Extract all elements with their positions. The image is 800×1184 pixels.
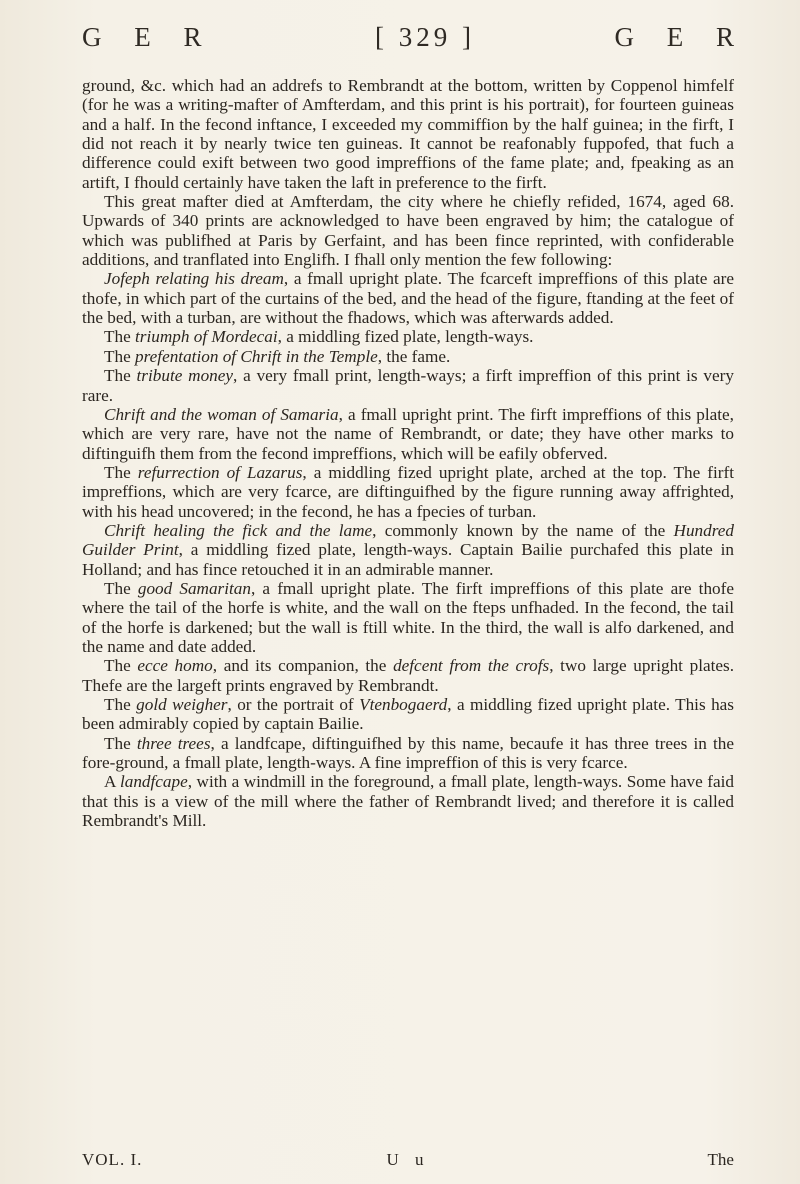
paragraph-text: , a middling fized upright plate. This has been admirably copied by captain Bailie. bbox=[82, 695, 734, 734]
paragraph-text: This great mafter died at Amfterdam, the city where he chiefly refided, 1674, aged 68. Upwards of 340 prints are acknowledged to have been engraved by him; the catalogue of which was publifhed at Paris by Gerfaint, and has been fince reprinted, with confiderable additions, and tranflated into Englifh. I fhall only mention the few following: bbox=[82, 192, 734, 270]
signature-mark: U u bbox=[386, 1150, 430, 1169]
running-head-right: G E R bbox=[614, 21, 747, 52]
print-title: three trees bbox=[136, 733, 211, 753]
paragraph bbox=[82, 734, 734, 773]
paragraph-text: , a fmall upright print. The firft impreffions of this plate, which are very rare, have not the name of Rembrandt, or date; they have other marks to diftinguifh them from the fecond impreffions, which will be eafily obferved. bbox=[82, 404, 734, 463]
paragraph-text: , or the portrait of bbox=[227, 695, 360, 714]
page-number: [ 329 ] bbox=[375, 21, 475, 52]
paragraph-text: , a middling fized plate, length-ways. Captain Bailie purchafed this plate in Holland; and has fince retouched it in an admirable manner. bbox=[82, 540, 734, 579]
paragraph bbox=[82, 366, 734, 405]
paragraph-text: , a landfcape, diftinguifhed by this name, becaufe it has three trees in the fore-ground, a fmall plate, length-ways. A fine impreffion of this is very fcarce. bbox=[82, 733, 734, 773]
paragraph bbox=[82, 695, 734, 734]
volume-mark: VOL. I. bbox=[82, 1150, 143, 1169]
paragraph-text: , a fmall upright plate. The firft impreffions of this plate are thofe where the tail of the horfe is white, and the wall on the fteps unfhaded. In the fecond, the tail of the horfe is darkened; but the wall is ftill white. In the third, the wall is alfo darkened, and the name and date added. bbox=[82, 578, 734, 656]
paragraph-text: , and its companion, the bbox=[212, 656, 394, 676]
paragraph-text: , commonly known by the name of the bbox=[372, 520, 674, 540]
paragraph bbox=[82, 192, 734, 269]
paragraph-text: ground, &c. which had an addrefs to Rembrandt at the bottom, written by Coppenol himfelf (for he was a writing-mafter of Amfterdam, and this print is his portrait), for fourteen guineas and a half. In the fecond inftance, I exceeded my commiffion by the half guinea; in the firft, I did not reach it by nearly twice ten guineas. It cannot be reafonably fuppofed, that fuch a difference could exift between two good impreffions of the fame plate; and, fpeaking as an artift, I fhould certainly have taken the laft in preference to the firft. bbox=[82, 76, 734, 192]
print-title: prefentation of Chrift in the Temple bbox=[135, 346, 378, 366]
paragraph-text: , with a windmill in the foreground, a fmall plate, length-ways. Some have faid that this is a view of the mill where the father of Rembrandt lived; and therefore it is called Rembrandt's Mill. bbox=[82, 772, 735, 831]
paragraph-text: , a middling fized plate, length-ways. bbox=[277, 327, 534, 347]
paragraph bbox=[82, 405, 734, 463]
page-footer bbox=[82, 1150, 734, 1170]
paragraph bbox=[82, 463, 734, 521]
print-title: Jofeph relating his dream bbox=[104, 269, 284, 289]
paragraph-text: The bbox=[104, 327, 136, 347]
print-title: ecce homo bbox=[137, 656, 213, 676]
paragraph-text: The bbox=[104, 695, 137, 714]
paragraph bbox=[82, 656, 734, 695]
print-title: good Samaritan bbox=[137, 578, 251, 598]
print-title: Chrift healing the fick and the lame bbox=[104, 520, 373, 540]
print-title: gold weigher bbox=[136, 695, 228, 714]
print-title: Chrift and the woman of Samaria bbox=[104, 404, 339, 424]
print-title: landfcape bbox=[119, 772, 188, 792]
paragraph bbox=[82, 327, 734, 346]
paragraph bbox=[82, 579, 734, 656]
paragraph-text: , a fmall upright plate. The fcarceft impreffions of this plate are thofe, in which part of the curtains of the bed, and the head of the figure, ftanding at the feet of the bed, with a turban, are without the fhadows, which was afterwards added. bbox=[82, 269, 735, 328]
print-title: tribute money bbox=[136, 366, 234, 386]
paragraph-text: The bbox=[104, 366, 137, 386]
print-title: defcent from the crofs bbox=[393, 656, 550, 676]
print-title: Hundred Guilder Print bbox=[82, 520, 734, 560]
paragraph-text: The bbox=[104, 578, 138, 598]
running-head bbox=[82, 18, 747, 56]
print-title: refurrection of Lazarus bbox=[137, 462, 303, 482]
paragraph bbox=[82, 347, 734, 366]
print-title: Vtenbogaerd bbox=[359, 695, 448, 714]
paragraph-text: The bbox=[104, 346, 136, 366]
paragraph-text: , a very fmall print, length-ways; a firft impreffion of this print is very rare. bbox=[82, 366, 734, 405]
paragraph bbox=[82, 269, 734, 327]
paragraph-text: , two large upright plates. Thefe are the largeft prints engraved by Rembrandt. bbox=[82, 656, 734, 695]
running-head-left: G E R bbox=[82, 21, 215, 52]
catchword: The bbox=[707, 1150, 734, 1169]
print-title: triumph of Mordecai bbox=[135, 327, 278, 347]
paragraph-text: A bbox=[104, 772, 120, 792]
paragraph bbox=[82, 521, 734, 579]
paragraph-text: , the fame. bbox=[377, 346, 451, 366]
paragraph-text: , a middling fized upright plate, arched at the top. The firft impreffions, which are very fcarce, are diftinguifhed by the figure running away affrighted, with his head uncovered; in the fecond, he has a fpecies of turban. bbox=[82, 462, 734, 521]
paragraph-text: The bbox=[104, 733, 137, 753]
paragraph bbox=[82, 76, 734, 192]
paragraph-text: The bbox=[104, 656, 138, 676]
body-text bbox=[82, 76, 734, 830]
paragraph-text: The bbox=[104, 462, 138, 482]
paragraph bbox=[82, 772, 734, 830]
